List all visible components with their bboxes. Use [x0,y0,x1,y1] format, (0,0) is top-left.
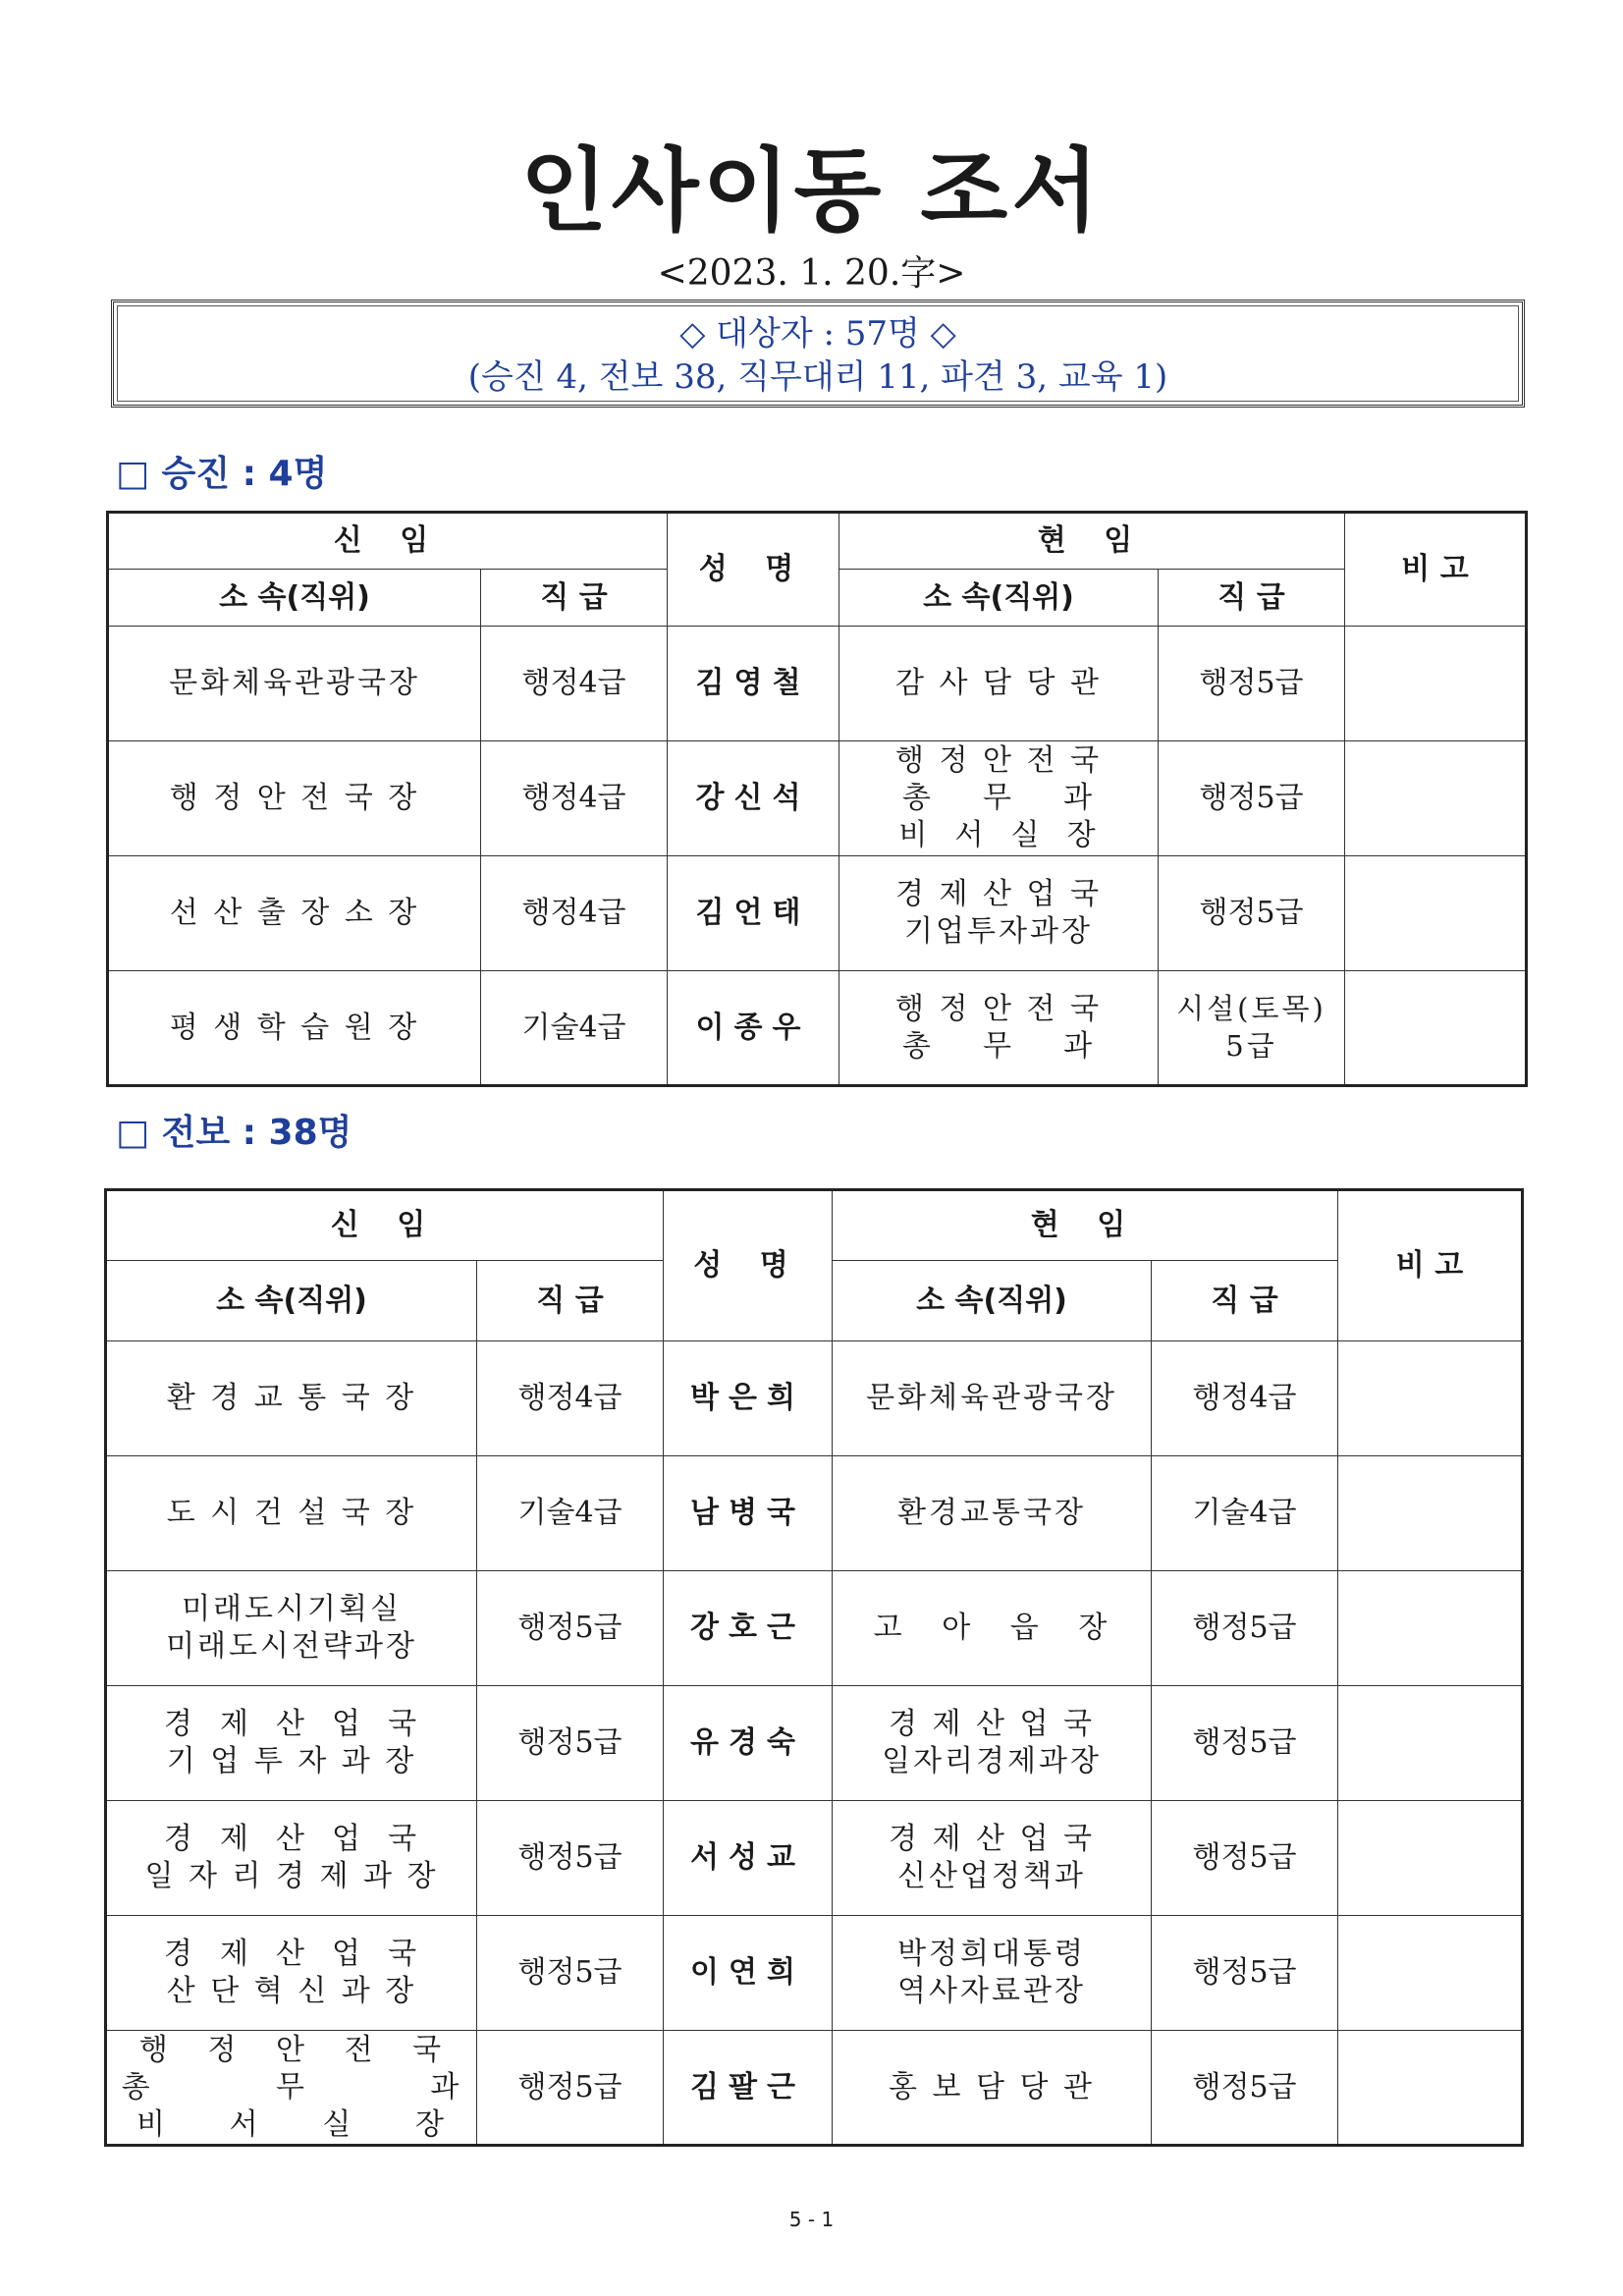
person-name: 박은희 [664,1341,833,1456]
person-name: 김언태 [668,856,839,971]
summary-total: ◇ 대상자 : 57명 ◇ [679,314,956,354]
header-name: 성 명 [664,1190,833,1341]
person-name: 김영철 [668,627,839,741]
header-remarks: 비 고 [1338,1190,1523,1341]
person-name: 이연희 [664,1916,833,2031]
header-cur-affiliation: 소 속(직위) [839,570,1159,627]
remarks-cell [1338,1571,1523,1686]
remarks-cell [1338,1916,1523,2031]
new-grade: 행정5급 [477,1571,664,1686]
promotion-heading: □ 승진 : 4명 [116,454,328,494]
transfer-heading: □ 전보 : 38명 [116,1113,352,1153]
new-grade: 행정4급 [481,856,668,971]
current-grade: 행정4급 [1152,1341,1338,1456]
header-new-grade: 직 급 [481,570,668,627]
current-grade: 행정5급 [1159,741,1345,856]
person-name: 남병국 [664,1456,833,1571]
new-affiliation: 경 제 산 업 국 기 업 투 자 과 장 [163,1707,420,1778]
table-row [106,1341,1523,1456]
table-row [106,1801,1523,1916]
current-grade: 행정5급 [1152,1571,1338,1686]
new-affiliation: 경 제 산 업 국 산 단 혁 신 과 장 [163,1937,420,2008]
current-affiliation: 고 아 읍 장 [873,1611,1110,1645]
new-affiliation: 평 생 학 습 원 장 [169,1010,420,1045]
page-number: 5 - 1 [788,2208,835,2231]
current-affiliation: 행 정 안 전 국 총 무 과 [894,991,1103,1064]
table-row [108,741,1527,856]
remarks-cell [1345,741,1527,856]
current-affiliation: 박정희대통령 역사자료관장 [897,1937,1086,2008]
current-affiliation: 홍 보 담 당 관 [888,2069,1096,2105]
new-affiliation: 행 정 안 전 국 장 [169,781,420,815]
person-name: 서성교 [664,1801,833,1916]
new-affiliation: 행 정 안 전 국 총 무 과 비 서 실 장 [121,2032,462,2142]
current-affiliation: 행 정 안 전 국 총 무 과 비 서 실 장 [894,743,1103,852]
current-grade: 시설(토목) 5급 [1176,992,1326,1063]
current-grade: 행정5급 [1152,1686,1338,1801]
current-grade: 행정5급 [1152,1916,1338,2031]
table-row [108,856,1527,971]
new-affiliation: 선 산 출 장 소 장 [169,896,420,930]
new-grade: 행정5급 [477,1916,664,2031]
person-name: 이종우 [668,971,839,1086]
header-new-grade: 직 급 [477,1261,664,1341]
new-affiliation: 경 제 산 업 국 일 자 리 경 제 과 장 [144,1822,439,1893]
table-row [106,1571,1523,1686]
person-name: 강신석 [668,741,839,856]
page-title: 인사이동 조서 [519,138,1104,244]
table-row [106,1686,1523,1801]
header-cur-affiliation: 소 속(직위) [833,1261,1152,1341]
document-date: <2023. 1. 20.字> [657,253,966,294]
current-grade: 행정5급 [1159,856,1345,971]
table-row [106,1456,1523,1571]
current-affiliation: 환경교통국장 [897,1496,1086,1530]
new-grade: 행정5급 [477,1686,664,1801]
table-row [106,2031,1523,2146]
header-new-affiliation: 소 속(직위) [106,1261,477,1341]
remarks-cell [1345,971,1527,1086]
table-row [108,971,1527,1086]
new-grade: 행정5급 [477,1801,664,1916]
summary-breakdown: (승진 4, 전보 38, 직무대리 11, 파견 3, 교육 1) [467,357,1168,397]
new-grade: 행정5급 [477,2031,664,2146]
promotion-table [106,511,1528,1087]
remarks-cell [1345,856,1527,971]
header-cur-grade: 직 급 [1152,1261,1338,1341]
summary-box [111,300,1525,408]
header-cur-grade: 직 급 [1159,570,1345,627]
current-affiliation: 문화체육관광국장 [866,1381,1117,1415]
remarks-cell [1338,1686,1523,1801]
remarks-cell [1338,1341,1523,1456]
current-affiliation: 감 사 담 당 관 [894,666,1103,700]
new-grade: 행정4급 [477,1341,664,1456]
remarks-cell [1338,1456,1523,1571]
new-grade: 기술4급 [481,971,668,1086]
current-grade: 기술4급 [1152,1456,1338,1571]
new-grade: 기술4급 [477,1456,664,1571]
remarks-cell [1338,2031,1523,2146]
current-affiliation: 경 제 산 업 국 신산업정책과 [888,1822,1096,1893]
header-current-post: 현 임 [833,1190,1338,1261]
header-name: 성 명 [668,513,839,627]
current-grade: 행정5급 [1152,1801,1338,1916]
header-new-post: 신 임 [106,1190,664,1261]
new-affiliation: 도 시 건 설 국 장 [166,1496,417,1530]
transfer-table [104,1188,1524,2147]
new-affiliation: 미래도시기획실 미래도시전략과장 [166,1592,417,1664]
table-row [108,627,1527,741]
header-new-post: 신 임 [108,513,668,570]
current-grade: 행정5급 [1152,2031,1338,2146]
header-remarks: 비 고 [1345,513,1527,627]
person-name: 김팔근 [664,2031,833,2146]
new-affiliation: 문화체육관광국장 [169,666,420,700]
header-new-affiliation: 소 속(직위) [108,570,481,627]
new-grade: 행정4급 [481,627,668,741]
header-current-post: 현 임 [839,513,1345,570]
person-name: 유경숙 [664,1686,833,1801]
current-affiliation: 경 제 산 업 국 기업투자과장 [894,877,1103,949]
person-name: 강호근 [664,1571,833,1686]
current-affiliation: 경 제 산 업 국 일자리경제과장 [882,1707,1102,1778]
table-row [106,1916,1523,2031]
current-grade: 행정5급 [1159,627,1345,741]
new-grade: 행정4급 [481,741,668,856]
new-affiliation: 환 경 교 통 국 장 [166,1381,417,1415]
remarks-cell [1345,627,1527,741]
remarks-cell [1338,1801,1523,1916]
